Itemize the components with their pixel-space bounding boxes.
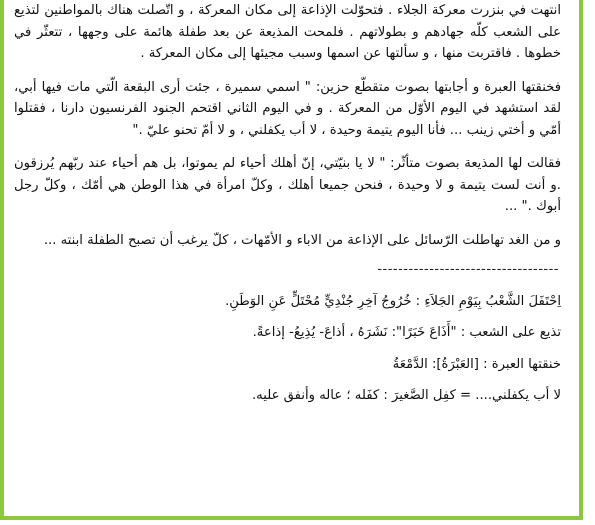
- paragraph-3: فقالت لها المذيعة بصوت متأثّر: " لا يا بنيّتي، إنّ أهلك أحياء لم يموتوا، بل هم أحياء عند ربّهم يُرزقون .و أنت لست يتيمة و لا وحيدة ، فنحن جميعا أهلك ، وكلّ امرأة في هذا الوطن هي أمّك ، وكلّ رجل أبوك ." ...: [14, 156, 561, 214]
- glossary-entry: اِحْتَفَلَ الشَّعْبُ بِيَوْمِ الجَلاَءِ : خُرُوجُ آخِرِ جُنْدِيٍّ مُحْتَلٍّ عَنِ الوَطَنِ.: [225, 293, 561, 309]
- paragraph-4: و من الغد تهاطلت الرّسائل على الإذاعة من الاباء و الأمّهات ، كلّ يرغب أن تصبح الطفلة ابنته ...: [43, 232, 561, 248]
- paragraph-2: فخنقتها العبرة و أجابتها بصوت متقطّع حزين: " اسمي سميرة ، جئت أرى البقعة الّتي مات فيها أبي، لقد استشهد في اليوم الأوّل من المعركة . و في اليوم الثاني اقتحم الجنود الفرنسيون دارنا ، فقتلوا أمّي و أختي زينب ... فأنا اليوم يتيمة وحيدة ، لا أب يكفلني ، و لا أمّ تحنو عليّ .": [14, 79, 561, 138]
- vocabulary-glossary: [14, 291, 561, 407]
- glossary-entry: تذيع على الشعب : "أَذَاعَ خَبَرًا": نَشَرَهُ ، أذاعَ- يُذِيعُ- إذاعةً.: [252, 325, 561, 340]
- paragraph-1: انتهت في بنزرت معركة الجلاء . فتحوّلت الإذاعة إلى مكان المعركة ، و اتّصلت هناك بالمواطنين لتذيع على الشعب كلّه جهادهم و بطولاتهم . فلمحت المذيعة عن بعد طفلة هائمة على وجهها ، تتعثّر في خطوها . فاقتربت منها ، و سألتها عن اسمها وسبب مجيئها إلى مكان المعركة .: [14, 3, 561, 61]
- reading-text: [14, 0, 561, 407]
- glossary-entry: خنقتها العبرة : [العَبْرَةُ]: الدَّمْعَةُ: [392, 356, 561, 372]
- glossary-entry: لا أب يكفلني.... = كفِل الصَّغيرَ : كفَله ؛ عاله وأنفق عليه.: [251, 388, 561, 403]
- dashed-separator: -----------------------------------: [377, 262, 559, 277]
